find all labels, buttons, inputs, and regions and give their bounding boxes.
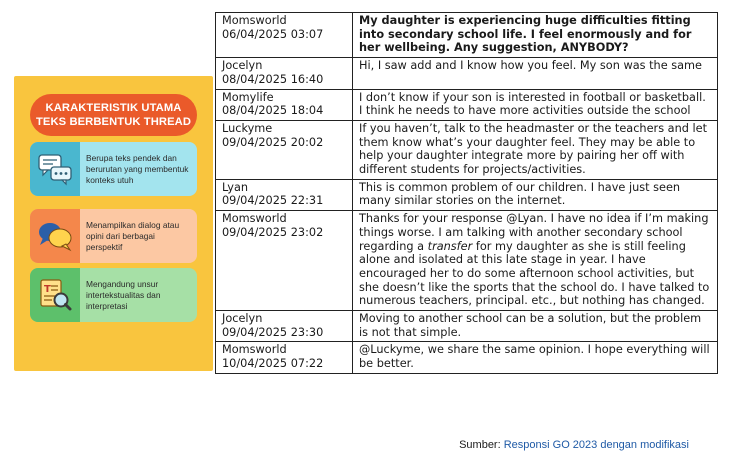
post-message: @Luckyme, we share the same opinion. I hope everything will be better. xyxy=(353,342,718,373)
forum-thread-table xyxy=(215,12,718,374)
infographic-item-text: Berupa teks pendek dan berurutan yang membentuk konteks utuh xyxy=(86,153,189,185)
post-datetime: 10/04/2025 07:22 xyxy=(222,357,324,371)
document-magnifier-icon xyxy=(30,268,80,322)
post-username: Momsworld xyxy=(222,343,287,357)
post-author-cell xyxy=(216,13,353,58)
source-credit xyxy=(459,439,689,451)
svg-text:T: T xyxy=(44,284,51,295)
post-username: Lyan xyxy=(222,180,249,194)
post-datetime: 06/04/2025 03:07 xyxy=(222,27,324,41)
post-message: Hi, I saw add and I know how you feel. My son was the same xyxy=(353,58,718,89)
post-author-cell xyxy=(216,120,353,179)
infographic-card xyxy=(14,76,213,371)
post-message-emphasis: transfer xyxy=(427,239,473,253)
table-row xyxy=(216,179,718,210)
post-datetime: 08/04/2025 16:40 xyxy=(222,72,324,86)
post-datetime: 09/04/2025 20:02 xyxy=(222,135,324,149)
infographic-item-dialog xyxy=(30,209,197,263)
post-author-cell xyxy=(216,58,353,89)
table-row xyxy=(216,120,718,179)
post-author-cell xyxy=(216,89,353,120)
post-author-cell xyxy=(216,179,353,210)
infographic-item-intertextuality xyxy=(30,268,197,322)
post-datetime: 09/04/2025 23:02 xyxy=(222,225,324,239)
post-author-cell xyxy=(216,211,353,311)
table-row xyxy=(216,58,718,89)
post-datetime: 09/04/2025 22:31 xyxy=(222,194,324,208)
source-link[interactable]: Responsi GO 2023 dengan modifikasi xyxy=(503,439,689,451)
post-message: This is common problem of our children. I have just seen many similar stories on the internet. xyxy=(353,179,718,210)
table-row xyxy=(216,13,718,58)
post-author-cell xyxy=(216,311,353,342)
table-row xyxy=(216,89,718,120)
table-row xyxy=(216,211,718,311)
chat-bubbles-icon xyxy=(30,142,80,196)
infographic-item-text: Menampilkan dialog atau opini dari berbagai perspektif xyxy=(86,220,180,252)
post-username: Momylife xyxy=(222,90,274,104)
post-message: My daughter is experiencing huge difficulties fitting into secondary school life. I feel enormously and for her wellbeing. Any suggestion, ANYBODY? xyxy=(353,13,718,58)
post-datetime: 09/04/2025 23:30 xyxy=(222,325,324,339)
post-datetime: 08/04/2025 18:04 xyxy=(222,104,324,118)
infographic-item-short-text xyxy=(30,142,197,196)
post-username: Luckyme xyxy=(222,121,273,135)
post-username: Jocelyn xyxy=(222,312,263,326)
table-row xyxy=(216,311,718,342)
post-message-part: for my daughter as she is still feeling alone and isolated at this late stage in year. I have encouraged her to do some afternoon school activities, but she doesn’t like the sports that the school do. I have talked to numerous teachers, principal. etc., but nothing has changed. xyxy=(359,239,710,308)
post-message: I don’t know if your son is interested in football or basketball. I think he needs to have more activities outside the school xyxy=(353,89,718,120)
speech-bubbles-icon xyxy=(30,209,80,263)
post-username: Momsworld xyxy=(222,14,287,27)
infographic-title: KARAKTERISTIK UTAMA TEKS BERBENTUK THREAD xyxy=(30,94,197,136)
post-message-part: Thanks for your response @Lyan. I have no idea if I’m making things worse. I am talking with another secondary school regarding a xyxy=(359,212,709,253)
post-username: Jocelyn xyxy=(222,59,263,73)
table-row xyxy=(216,342,718,373)
post-message xyxy=(353,211,718,311)
source-label: Sumber: xyxy=(459,439,501,451)
post-message: If you haven’t, talk to the headmaster or the teachers and let them know what’s your daughter feel. They may be able to help your daughter integrate more by pairing her off with different students for projects/activities. xyxy=(353,120,718,179)
post-message: Moving to another school can be a solution, but the problem is not that simple. xyxy=(353,311,718,342)
post-author-cell xyxy=(216,342,353,373)
infographic-item-text: Mengandung unsur intertekstualitas dan interpretasi xyxy=(86,279,161,311)
post-username: Momsworld xyxy=(222,212,287,226)
